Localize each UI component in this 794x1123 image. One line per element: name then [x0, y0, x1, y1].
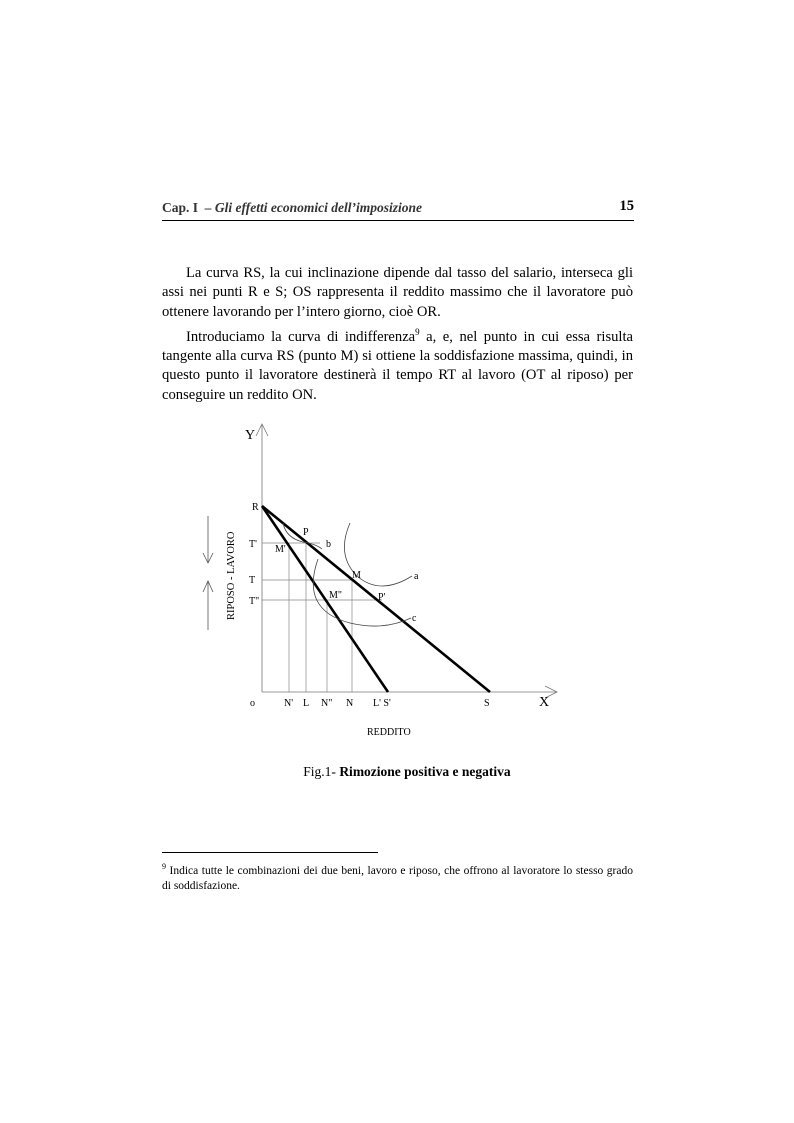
paragraph-2-end: a, e, nel punto in cui essa risulta tangente alla curva RS (punto M) si ottiene la soddisfazione massima, quindi, in questo punto il lavoratore destinerà il tempo RT al lavoro (OT al riposo) per conseguire un reddito ON.: [162, 328, 634, 403]
label-n: N: [346, 698, 354, 709]
chapter-label: Cap. I: [162, 200, 199, 215]
y-axis-label: Y: [245, 428, 256, 443]
paragraph-2-start: Introduciamo la curva di indifferenza: [186, 328, 416, 345]
caption-prefix: Fig.1-: [303, 764, 340, 779]
label-r: R: [252, 502, 259, 513]
page-number: 15: [619, 198, 634, 214]
label-p1: P': [378, 592, 386, 603]
footnote-text: Indica tutte le combinazioni dei due beni, lavoro e riposo, che offrono al lavoratore lo stesso grado di soddisfazione.: [162, 865, 633, 892]
y-axis-title: RIPOSO - LAVORO: [226, 531, 237, 620]
label-c: c: [412, 613, 417, 624]
paragraph-1: La curva RS, la cui inclinazione dipende dal tasso del salario, interseca gli assi nei punti R e S; OS rappresenta il reddito massimo che il lavoratore può ottenere lavorando per l’intero giorno, cioè OR.: [162, 265, 633, 320]
label-n1: N': [284, 698, 294, 709]
x-axis-title: REDDITO: [367, 727, 411, 738]
footnote-divider: [162, 852, 378, 853]
x-axis-label: X: [539, 695, 550, 710]
direction-arrows: [203, 516, 213, 630]
label-m2: M": [329, 590, 342, 601]
label-m: M: [352, 570, 361, 581]
chapter-title: – Gli effetti economici dell’imposizione: [204, 200, 422, 215]
label-b: b: [326, 539, 331, 550]
guide-lines: [262, 543, 382, 692]
label-l1-s1: L' S': [373, 698, 391, 709]
footnote: [162, 864, 633, 894]
origin-label: o: [250, 698, 255, 709]
label-m1: M': [275, 544, 286, 555]
figure-caption: [0, 764, 794, 780]
line-rs1: [262, 506, 388, 692]
line-rs: [262, 506, 490, 692]
label-t1: T': [249, 539, 257, 550]
label-l: L: [303, 698, 310, 709]
caption-title: Rimozione positiva e negativa: [339, 764, 511, 779]
label-p: P: [303, 527, 309, 538]
footnote-number: 9: [162, 862, 166, 872]
footnote-reference: 9: [415, 327, 420, 338]
label-t: T: [249, 575, 256, 586]
label-s: S: [484, 698, 490, 709]
label-t2: T": [249, 596, 260, 607]
label-a: a: [414, 571, 419, 582]
label-n2: N": [321, 698, 333, 709]
